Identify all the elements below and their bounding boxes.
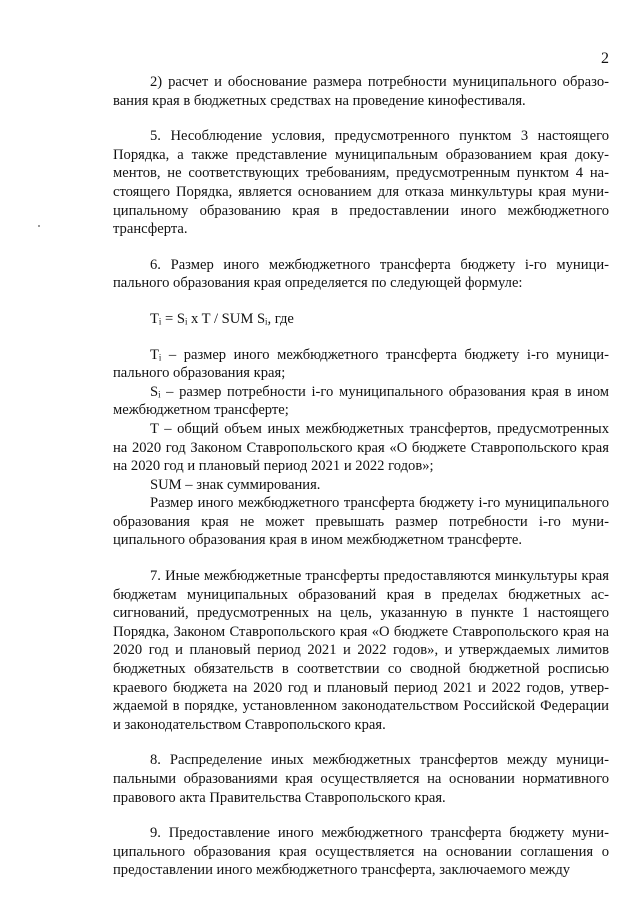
paragraph-7: 7. Иные межбюджетные трансферты предоставляются минкультуры края бюджетам муниципальных образований края в пределах бюджетных ассигнований, предусмотренных на цель, указанную в пункте 1 настоящего Порядка, Законом Ставропольского края «О бюджете Ставропольского края на 2020 год и плановый период 2021 и 2022 годов», и утверждаемых лимитов бюджетных обязательств в соответствии со сводной бюджетной росписью краевого бюджета на 2020 год и плановый период 2021 и 2022 годов, утверждаемой в порядке, установленном законодательством Российской Федерации и законодательством Ставропольского края.	[113, 568, 609, 733]
paragraph-limit: Размер иного межбюджетного трансферта бюджету i-го муниципального образования края не может превышать размер потребности i-го муниципального образования края в ином межбюджетном трансферте.	[113, 495, 609, 549]
formula: Tᵢ = Sᵢ x T / SUM Sᵢ, где	[150, 310, 294, 327]
paragraph-1: 2) расчет и обоснование размера потребности муниципального образования края в бюджетных средствах на проведение кинофестиваля.	[113, 74, 609, 109]
definition-si: Sᵢ – размер потребности i-го муниципального образования края в ином межбюджетном трансферте;	[113, 383, 609, 419]
paragraph-8: 8. Распределение иных межбюджетных трансфертов между муниципальными образованиями края осуществляется на основании нормативного правового акта Правительства Ставропольского края.	[113, 752, 609, 806]
document-body	[113, 73, 609, 880]
definition-ti: Tᵢ – размер иного межбюджетного трансферта бюджету i-го муниципального образования края;	[113, 346, 609, 382]
scan-mark	[38, 225, 40, 227]
paragraph-6: 6. Размер иного межбюджетного трансферта бюджету i-го муниципального образования края определяется по следующей формуле:	[113, 256, 609, 292]
paragraph-9: 9. Предоставление иного межбюджетного трансферта бюджету муниципального образования края осуществляется на основании соглашения о предоставлении иного межбюджетного трансферта, заключаемого между	[113, 825, 609, 879]
paragraph-5: 5. Несоблюдение условия, предусмотренного пунктом 3 настоящего Порядка, а также представление муниципальным образованием края документов, не соответствующих требованиям, предусмотренным пунктом 4 настоящего Порядка, является основанием для отказа минкультуры края муниципальному образованию края в предоставлении иного межбюджетного трансферта.	[113, 128, 609, 238]
definition-sum: SUM – знак суммирования.	[150, 476, 321, 493]
page-number: 2	[601, 50, 609, 67]
definition-t: T – общий объем иных межбюджетных трансфертов, предусмотренных на 2020 год Законом Ставропольского края «О бюджете Ставропольского края на 2020 год и плановый период 2021 и 2022 годов»;	[113, 420, 609, 475]
